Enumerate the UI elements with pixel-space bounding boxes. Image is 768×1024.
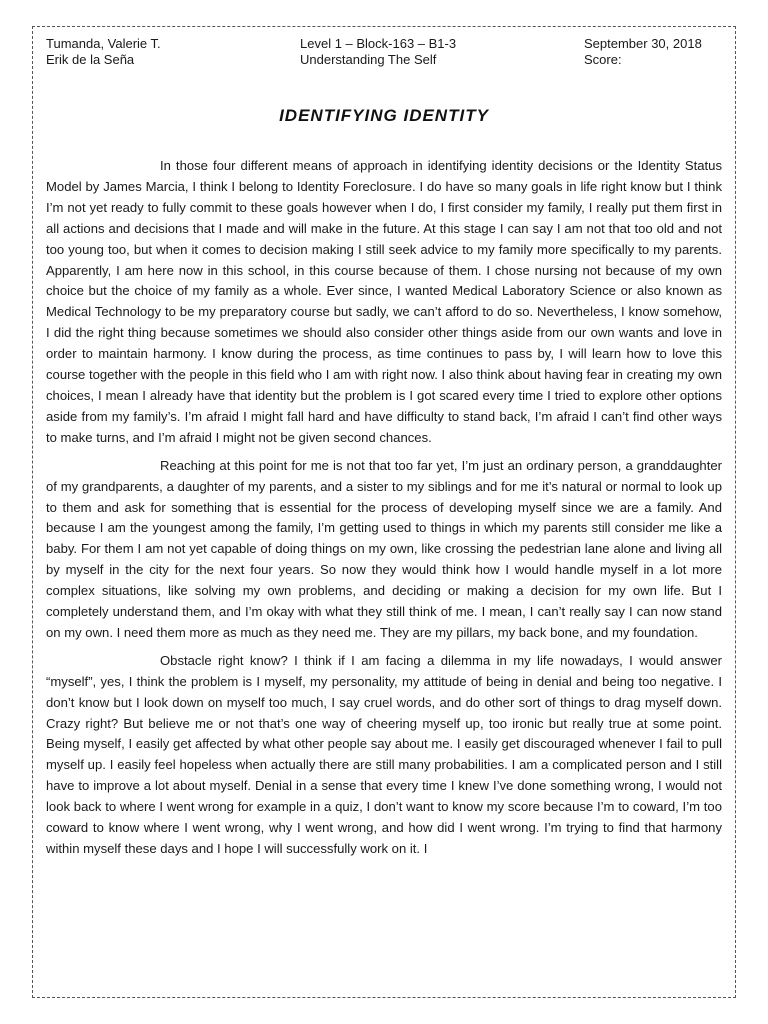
header-authors [46, 36, 161, 67]
header-date-score [584, 36, 702, 67]
paragraph: Obstacle right know? I think if I am facing a dilemma in my life nowadays, I would answer “myself”, yes, I think the problem is I myself, my personality, my attitude of being in denial and being too negative. I don’t know but I look down on myself too much, I say cruel words, and do other sort of things to drag myself down. Crazy right? But believe me or not that’s one way of cheering myself up, too ironic but really true at some point. Being myself, I easily get affected by what other people say about me. I easily get discouraged whenever I fail to pull myself up. I easily feel hopeless when actually there are still many probabilities. I am a complicated person and I still have to improve a lot about myself. Denial in a sense that every time I knew I’ve done something wrong, I would not look back to where I went wrong for example in a quiz, I don’t want to know my score because I’m to coward, I’m too coward to know where I went wrong, why I went wrong, and how did I went wrong. I’m trying to find that harmony within myself these days and I hope I will successfully work on it. I [46, 652, 722, 856]
document-date: September 30, 2018 [584, 36, 702, 51]
score-label: Score: [584, 51, 622, 67]
author-name-1: Tumanda, Valerie T. [46, 36, 161, 51]
paragraph: Reaching at this point for me is not that too far yet, I’m just an ordinary person, a granddaughter of my grandparents, a daughter of my parents, and a sister to my siblings and for me it’s natural or normal to look up to them and ask for something that is essential for the process of developing myself since we are a family. And because I am the youngest among the family, I’m getting used to things in which my parents still consider me like a baby. For them I am not yet capable of doing things on my own, like crossing the pedestrian lane alone and living all by myself in the city for the next four years. So now they would think how I would handle myself in a lot more complex situations, like solving my own problems, and deciding or making a decision for my own life. But I completely understand them, and I’m okay with what they still think of me. I mean, I can’t really say I can now stand on my own. I need them more as much as they need me. They are my pillars, my back bone, and my foundation. [46, 457, 722, 640]
course-level-block: Level 1 – Block-163 – B1-3 [300, 36, 457, 51]
document-title: IDENTIFYING IDENTITY [279, 106, 489, 125]
course-subject: Understanding The Self [300, 51, 437, 67]
header-course [300, 36, 456, 67]
essay-body [46, 156, 722, 867]
author-name-2: Erik de la Seña [46, 51, 135, 67]
paragraph: In those four different means of approach in identifying identity decisions or the Identity Status Model by James Marcia, I think I belong to Identity Foreclosure. I do have so many goals in life right know but I think I’m not yet ready to fully commit to these goals however when I do, I first consider my family, I really put them first in all actions and decisions that I made and will make in the future. At this stage I can say I am not that too old and not too young too, but when it comes to decision making I still seek advice to my family more specifically to my parents. Apparently, I am here now in this school, in this course because of them. I chose nursing not because of my own choice but the choice of my family as a whole. Ever since, I wanted Medical Laboratory Science or also known as Medical Technology to be my preparatory course but sadly, we can’t afford to do so. Nevertheless, I know somehow, I did the right thing because sometimes we should also consider other things aside from our own wants and love in order to maintain harmony. I know during the process, as time continues to pass by, I will learn how to love this course together with the people in this field who I am with right now. I also think about having fear in creating my own choices, I mean I already have that identity but the problem is I got scared every time I tried to explore other options aside from my family’s. I’m afraid I might fall hard and have difficulty to stand back, I’m afraid I can’t find other ways to make turns, and I’m afraid I might not be given second chances. [46, 158, 722, 445]
